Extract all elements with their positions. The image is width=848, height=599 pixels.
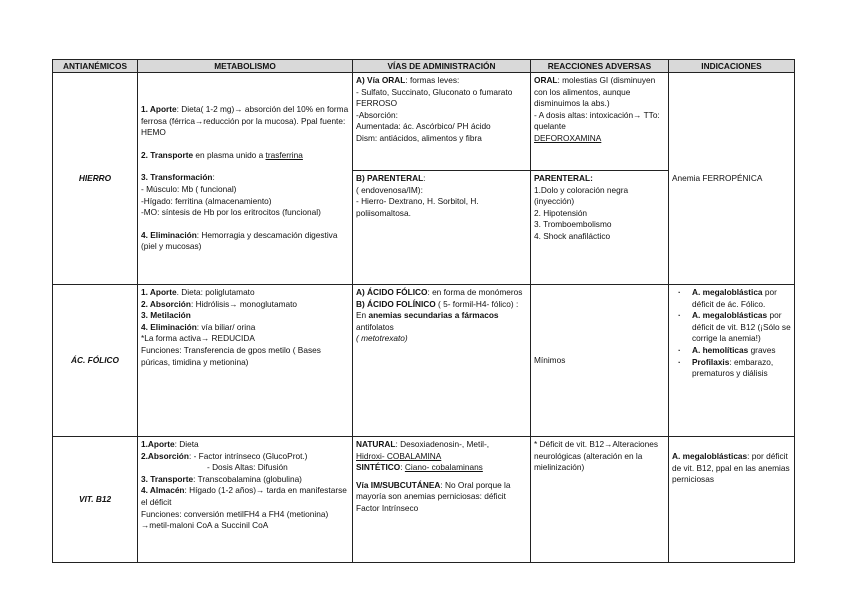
list-item: · A. megaloblástica por déficit de ác. Fólico. (692, 287, 791, 310)
header-indicaciones: INDICACIONES (669, 60, 795, 73)
hierro-vias (353, 73, 531, 285)
folico-vias: A) ÁCIDO FÓLICO: en forma de monómeros B) ÁCIDO FOLÍNICO ( 5- formil-H4- fólico) : En anemias secundarias a fármacos antifolatos ( metotrexato) (353, 285, 531, 437)
header-vias: VÍAS DE ADMINISTRACIÓN (353, 60, 531, 73)
hierro-indicaciones: Anemia FERROPÉNICA (669, 73, 795, 285)
hierro-metabolismo: 1. Aporte: Dieta( 1-2 mg)→ absorción del 10% en forma ferrosa (férrica→reducción por la mucosa). Ppal fuente: HEMO 2. Transporte en plasma unido a trasferrina 3. Transformación: - Músculo: Mb ( funcional) -Hígado: ferritina (almacenamiento) -MO: síntesis de Hb por los eritrocitos (funcional) 4. Eliminación: Hemorragia y descamación digestiva (piel y mucosas) (138, 73, 353, 285)
drug-name-hierro: HIERRO (53, 73, 138, 285)
folico-indicaciones-list (672, 287, 791, 380)
list-item: · A. megaloblásticas por déficit de vit. B12 (¡Sólo se corrige la anemia!) (692, 310, 791, 345)
drug-name-b12: VIT. B12 (53, 437, 138, 563)
hierro-reacciones (531, 73, 669, 285)
folico-reacciones: Mínimos (531, 285, 669, 437)
folico-metabolismo: 1. Aporte. Dieta: poliglutamato 2. Absorción: Hidrólisis→ monoglutamato 3. Metilación 4. Eliminación: vía biliar/ orina *La forma activa→ REDUCIDA Funciones: Transferencia de gpos metilo ( Bases púricas, timidina y metionina) (138, 285, 353, 437)
hierro-transporte: 2. Transporte en plasma unido a trasferrina (141, 149, 303, 160)
antianemicos-table-sheet (52, 59, 794, 563)
row-hierro (53, 73, 795, 285)
header-metabolismo: METABOLISMO (138, 60, 353, 73)
hierro-aporte: 1. Aporte: Dieta( 1-2 mg)→ absorción del 10% en forma ferrosa (férrica→reducción por la mucosa). Ppal fuente: HEMO (141, 104, 349, 138)
hierro-via-parenteral: B) PARENTERAL: ( endovenosa/IM): - Hierro- Dextrano, H. Sorbitol, H. poliisomaltosa. (353, 170, 530, 221)
b12-vias: NATURAL: Desoxiadenosin-, Metil-, Hidroxi- COBALAMINA SINTÉTICO: Ciano- cobalaminans Vía IM/SUBCUTÁNEA: No Oral porque la mayoría son anemias perniciosas: déficit Factor Intrínseco (353, 437, 531, 563)
b12-indicaciones: A. megaloblásticas: por déficit de vit. B12, ppal en las anemias perniciosas (669, 437, 795, 563)
header-row (53, 60, 795, 73)
b12-metabolismo: 1.Aporte: Dieta 2.Absorción: - Factor intrínseco (GlucoProt.) - Dosis Altas: Difusión 3. Transporte: Transcobalamina (globulina) 4. Almacén: Hígado (1-2 años)→ tarda en manifestarse el déficit Funciones: conversión metilFH4 a FH4 (metionina) →metil-maloni CoA a Succinil CoA (138, 437, 353, 563)
folico-indicaciones (669, 285, 795, 437)
row-b12 (53, 437, 795, 563)
hierro-via-oral: A) Vía ORAL: formas leves: - Sulfato, Succinato, Gluconato o fumarato FERROSO -Absorción: Aumentada: ác. Ascórbico/ PH ácido Dism: antiácidos, alimentos y fibra (356, 75, 513, 143)
antianemicos-table (52, 59, 795, 563)
hierro-reaccion-parenteral: PARENTERAL: 1.Dolo y coloración negra (inyección) 2. Hipotensión 3. Tromboembolismo 4. Shock anafiláctico (531, 170, 668, 245)
hierro-reaccion-oral: ORAL: molestias GI (disminuyen con los alimentos, aunque disminuimos la abs.) - A dosis altas: intoxicación→ TTo: quelante DEFOROXAMINA (534, 75, 660, 143)
row-folico (53, 285, 795, 437)
drug-name-folico: ÁC. FÓLICO (53, 285, 138, 437)
hierro-transformacion: 3. Transformación: (141, 172, 215, 183)
list-item: · A. hemolíticas graves (692, 345, 791, 357)
header-reacciones: REACCIONES ADVERSAS (531, 60, 669, 73)
list-item: · Profilaxis: embarazo, prematuros y diálisis (692, 357, 791, 380)
b12-reacciones: * Déficit de vit. B12→Alteraciones neurológicas (alteración en la mielinización) (531, 437, 669, 563)
header-antianemicos: ANTIANÉMICOS (53, 60, 138, 73)
hierro-eliminacion: 4. Eliminación: Hemorragia y descamación digestiva (piel y mucosas) (141, 229, 338, 252)
